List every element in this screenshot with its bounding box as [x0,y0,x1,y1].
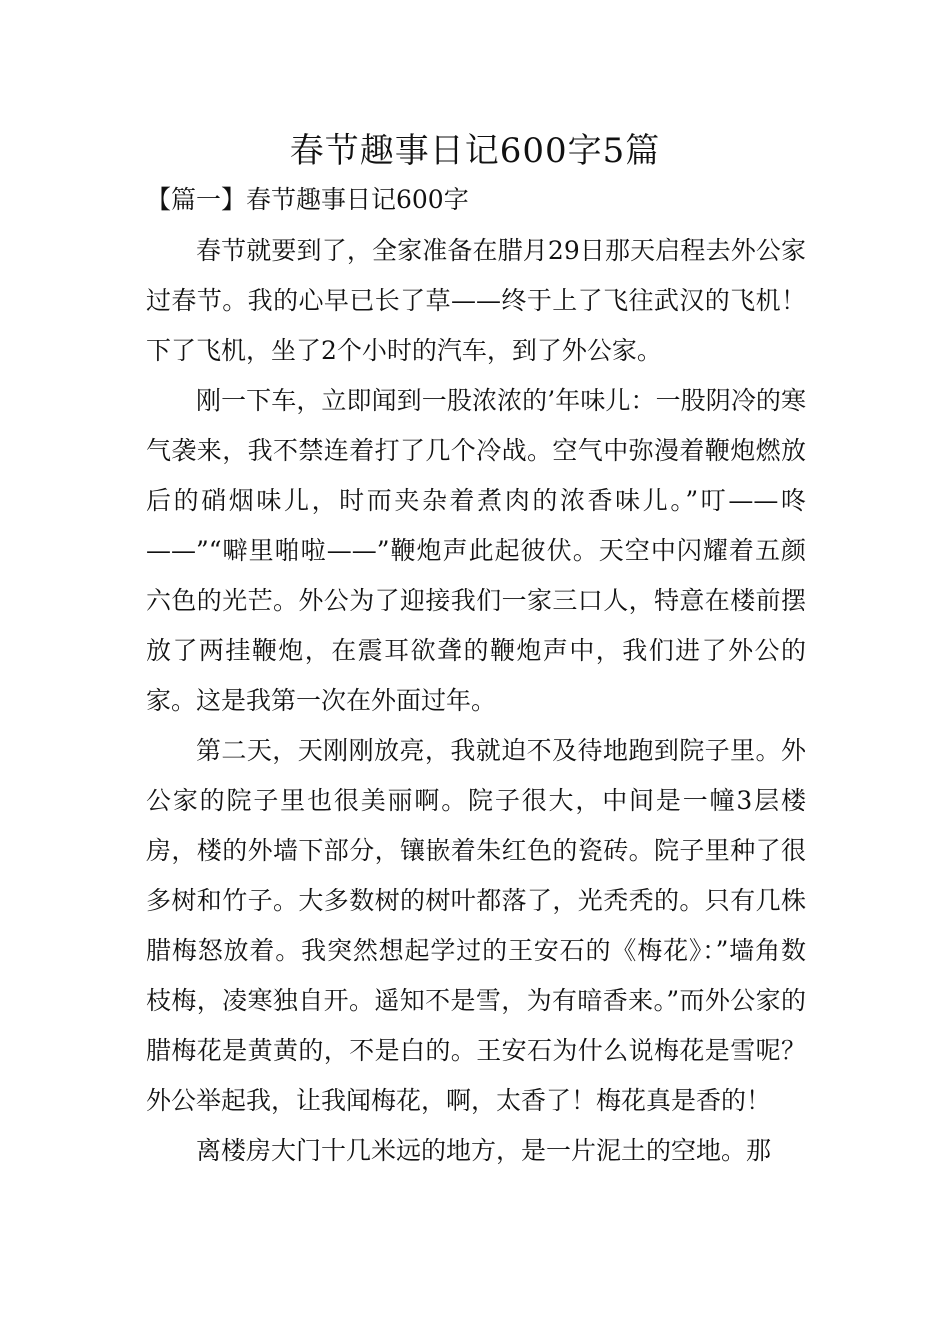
document-title: 春节趣事日记600字5篇 [289,131,661,171]
paragraph-1: 春节就要到了，全家准备在腊月29日那天启程去外公家过春节。我的心早已长了草——终于上了飞往武汉的飞机！下了飞机，坐了2个小时的汽车，到了外公家。 [146,236,806,365]
section-heading: 【篇一】春节趣事日记600字 [146,185,469,214]
paragraph-2: 刚一下车，立即闻到一股浓浓的’年味儿：一股阴冷的寒气袭来，我不禁连着打了几个冷战。空气中弥漫着鞭炮燃放后的硝烟味儿，时而夹杂着煮肉的浓香味儿。”叮——咚——”“噼里啪啦——”鞭炮声此起彼伏。天空中闪耀着五颜六色的光芒。外公为了迎接我们一家三口人，特意在楼前摆放了两挂鞭炮，在震耳欲聋的鞭炮声中，我们进了外公的家。这是我第一次在外面过年。 [146,386,806,715]
document-body [146,226,806,1176]
paragraph-4: 离楼房大门十几米远的地方，是一片泥土的空地。那 [196,1136,772,1165]
paragraph-3: 第二天，天刚刚放亮，我就迫不及待地跑到院子里。外公家的院子里也很美丽啊。院子很大，中间是一幢3层楼房，楼的外墙下部分，镶嵌着朱红色的瓷砖。院子里种了很多树和竹子。大多数树的树叶都落了，光秃秃的。只有几株腊梅怒放着。我突然想起学过的王安石的《梅花》：”墙角数枝梅，凌寒独自开。遥知不是雪，为有暗香来。”而外公家的腊梅花是黄黄的，不是白的。王安石为什么说梅花是雪呢？外公举起我，让我闻梅花，啊，太香了！梅花真是香的！ [146,736,806,1115]
